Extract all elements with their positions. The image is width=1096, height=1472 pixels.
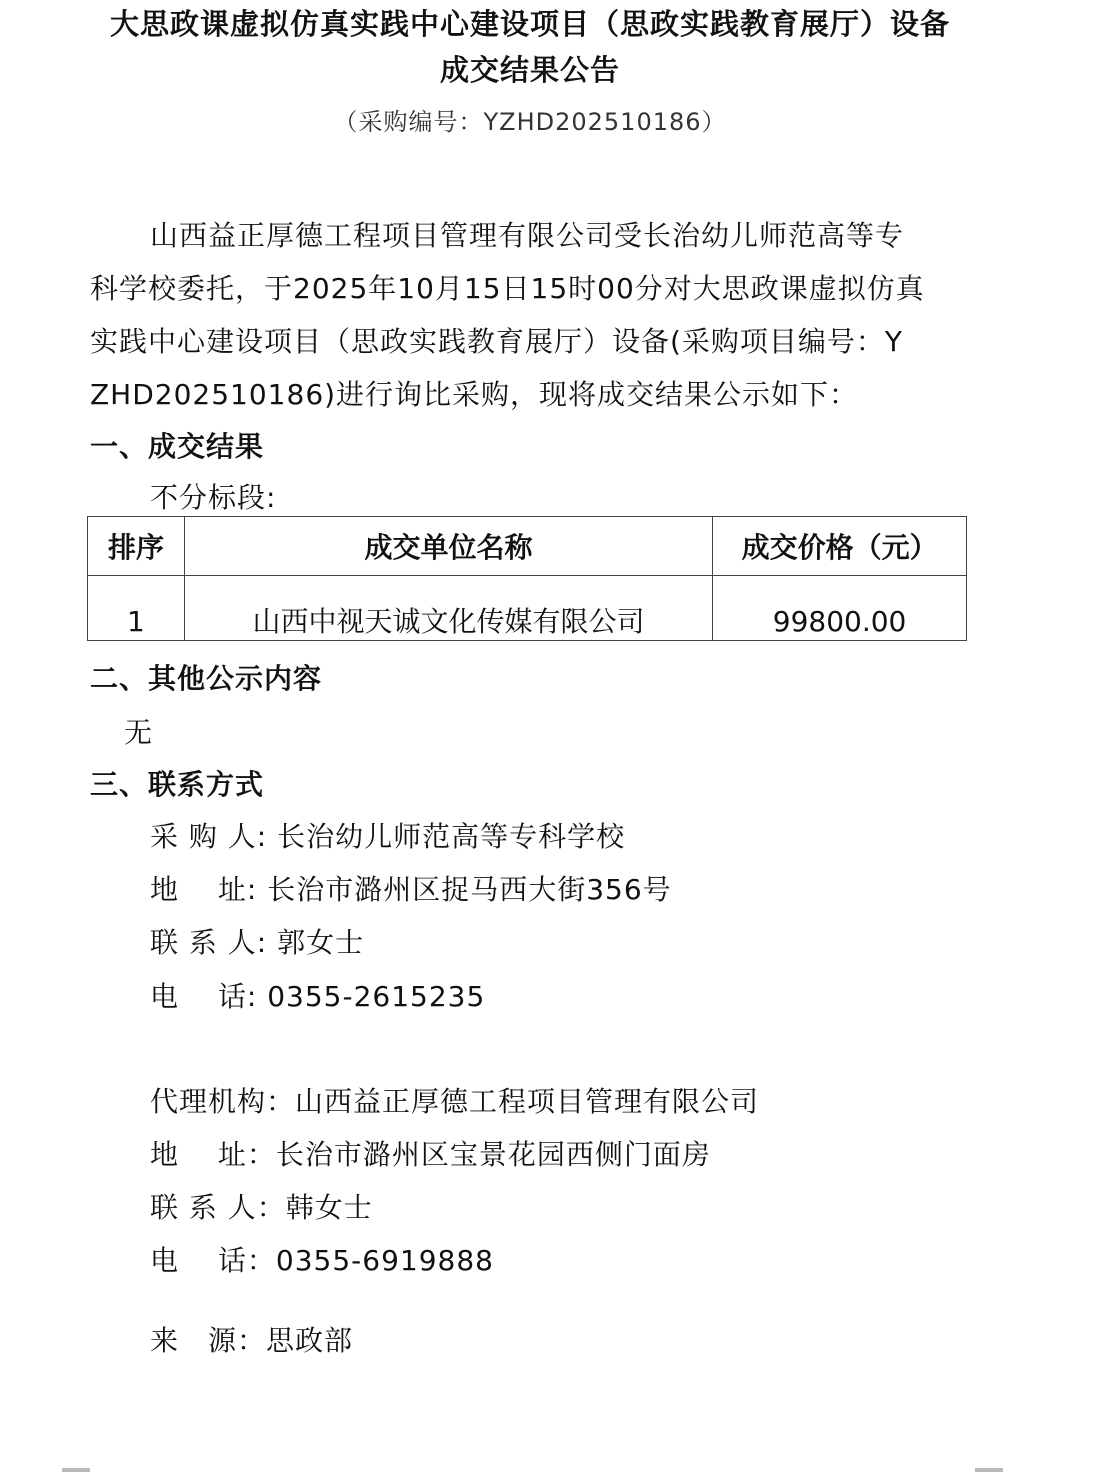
header-rank: 排序	[88, 517, 185, 576]
table-row	[88, 576, 967, 641]
table-header-row	[88, 517, 967, 576]
intro-line: 科学校委托，于2025年10月15日15时00分对大思政课虚拟仿真	[90, 272, 925, 305]
purchaser-phone: 电 话: 0355-2615235	[150, 980, 486, 1013]
intro-line: ZHD202510186)进行询比采购，现将成交结果公示如下：	[90, 378, 859, 411]
page-corner-mark	[975, 1468, 1003, 1472]
source: 来 源：思政部	[150, 1324, 354, 1357]
intro-line: 实践中心建设项目（思政实践教育展厅）设备(采购项目编号：Y	[90, 325, 904, 358]
header-supplier: 成交单位名称	[184, 517, 712, 576]
other-content: 无	[124, 716, 154, 749]
agency-name: 代理机构：山西益正厚德工程项目管理有限公司	[150, 1085, 760, 1118]
cell-supplier: 山西中视天诚文化传媒有限公司	[184, 576, 712, 641]
agency-address: 地 址：长治市潞州区宝景花园西侧门面房	[150, 1138, 711, 1171]
agency-phone: 电 话：0355-6919888	[150, 1244, 494, 1277]
section-heading-contact: 三、联系方式	[90, 768, 265, 801]
section-heading-other: 二、其他公示内容	[90, 662, 323, 695]
procurement-number: （采购编号：YZHD202510186）	[333, 108, 727, 136]
section-heading-result: 一、成交结果	[90, 430, 265, 463]
title-line-2: 成交结果公告	[439, 53, 620, 87]
purchaser-address: 地 址: 长治市潞州区捉马西大街356号	[150, 873, 672, 906]
page-corner-mark	[62, 1468, 90, 1472]
cell-price: 99800.00	[713, 576, 967, 641]
purchaser-name: 采 购 人: 长治幼儿师范高等专科学校	[150, 820, 626, 853]
title-line-1: 大思政课虚拟仿真实践中心建设项目（思政实践教育展厅）设备	[109, 7, 950, 41]
agency-contact: 联 系 人：韩女士	[150, 1191, 373, 1224]
purchaser-contact: 联 系 人: 郭女士	[150, 926, 365, 959]
header-price: 成交价格（元）	[713, 517, 967, 576]
lot-note: 不分标段:	[150, 481, 277, 514]
intro-line: 山西益正厚德工程项目管理有限公司受长治幼儿师范高等专	[150, 219, 905, 252]
cell-rank: 1	[88, 576, 185, 641]
result-table	[87, 516, 967, 641]
